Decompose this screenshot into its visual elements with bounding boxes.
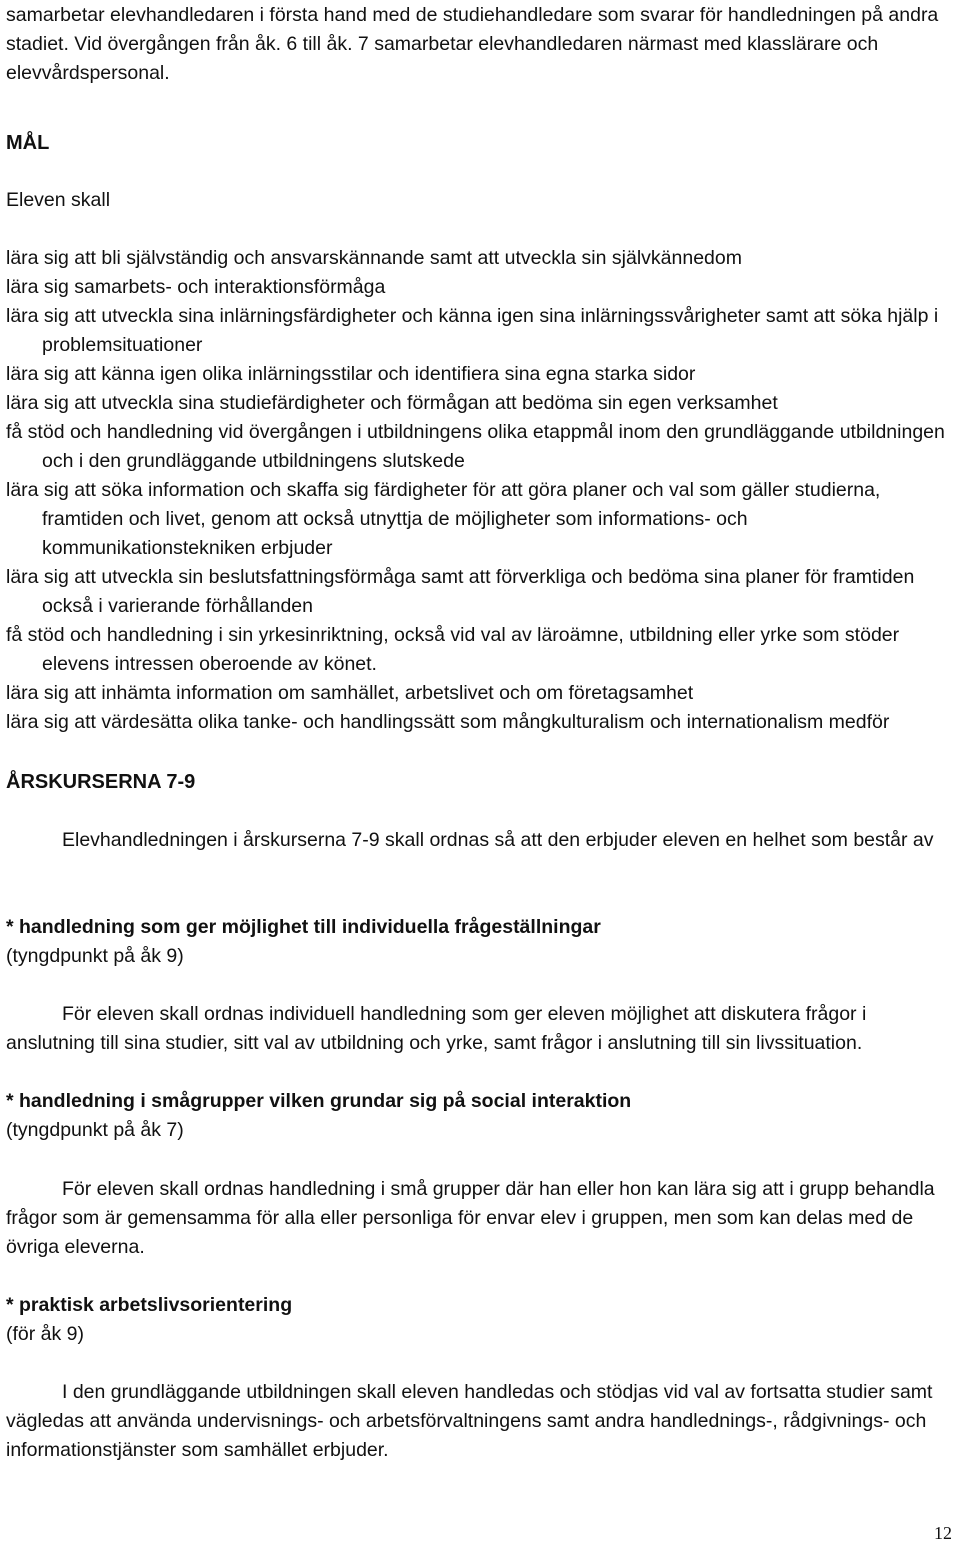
section-title: * handledning i smågrupper vilken grundar sig på social interaktion <box>6 1090 632 1112</box>
mal-heading: MÅL <box>6 132 50 154</box>
section-note: (tyngdpunkt på åk 9) <box>6 945 184 967</box>
section-title: * handledning som ger möjlighet till individuella frågeställningar <box>6 916 601 938</box>
section-individual-heading <box>6 913 951 971</box>
section-note: (för åk 9) <box>6 1323 85 1345</box>
goal-item: få stöd och handledning i sin yrkesinriktning, också vid val av läroämne, utbildning eller yrke som stöder elevens intressen oberoende av könet. <box>6 624 900 675</box>
section-groups-heading <box>6 1087 951 1145</box>
goal-item: lära sig att känna igen olika inlärningsstilar och identifiera sina egna starka sidor <box>6 363 696 385</box>
goal-item: lära sig att inhämta information om samhället, arbetslivet och om företagsamhet <box>6 682 694 704</box>
section-individual-text: För eleven skall ordnas individuell handledning som ger eleven möjlighet att diskutera frågor i anslutning till sina studier, sitt val av utbildning och yrke, samt frågor i anslutning till sin livssituation. <box>6 1003 867 1054</box>
section-note: (tyngdpunkt på åk 7) <box>6 1119 184 1141</box>
goal-item: lära sig att utveckla sina studiefärdigheter och förmågan att bedöma sin egen verksamhet <box>6 392 778 414</box>
section-worklife-heading <box>6 1291 951 1349</box>
goals-list <box>6 244 954 737</box>
section-groups-text: För eleven skall ordnas handledning i små grupper där han eller hon kan lära sig att i grupp behandla frågor som är gemensamma för alla eller personliga för envar elev i gruppen, men som kan delas med de övriga eleverna. <box>6 1178 935 1258</box>
page-number: 12 <box>934 1523 952 1543</box>
section-worklife-text: I den grundläggande utbildningen skall eleven handledas och stödjas vid val av fortsatta studier samt vägledas att använda undervisnings- och arbetsförvaltningens samt andra handlednings-, rådgivnings- och informationstjänster som samhället erbjuder. <box>6 1381 933 1461</box>
goal-item: lära sig att bli självständig och ansvarskännande samt att utveckla sin självkännedom <box>6 247 742 269</box>
goal-item: lära sig att utveckla sina inlärningsfärdigheter och känna igen sina inlärningssvårigheter samt att söka hjälp i problemsituationer <box>6 305 939 356</box>
goal-item: lära sig att söka information och skaffa sig färdigheter för att göra planer och val som gäller studierna, framtiden och livet, genom att också utnyttja de möjligheter som informations- och kommunikationstekniken erbjuder <box>6 479 881 559</box>
goal-item: lära sig samarbets- och interaktionsförmåga <box>6 276 386 298</box>
arskurserna-heading: ÅRSKURSERNA 7-9 <box>6 771 196 793</box>
section-title: * praktisk arbetslivsorientering <box>6 1294 293 1316</box>
goal-item: lära sig att utveckla sin beslutsfattningsförmåga samt att förverkliga och bedöma sina planer för framtiden också i varierande förhållanden <box>6 566 915 617</box>
goal-item: få stöd och handledning vid övergången i utbildningens olika etappmål inom den grundläggande utbildningen och i den grundläggande utbildningens slutskede <box>6 421 945 472</box>
intro-paragraph: samarbetar elevhandledaren i första hand med de studiehandledare som svarar för handledningen på andra stadiet. Vid övergången från åk. 6 till åk. 7 samarbetar elevhandledaren närmast med klasslärare och elevvårdspersonal. <box>6 4 939 84</box>
goals-lead: Eleven skall <box>6 189 111 211</box>
goal-item: lära sig att värdesätta olika tanke- och handlingssätt som mångkulturalism och internationalism medför <box>6 711 890 733</box>
arskurserna-intro: Elevhandledningen i årskurserna 7-9 skall ordnas så att den erbjuder eleven en helhet som består av <box>62 829 934 851</box>
